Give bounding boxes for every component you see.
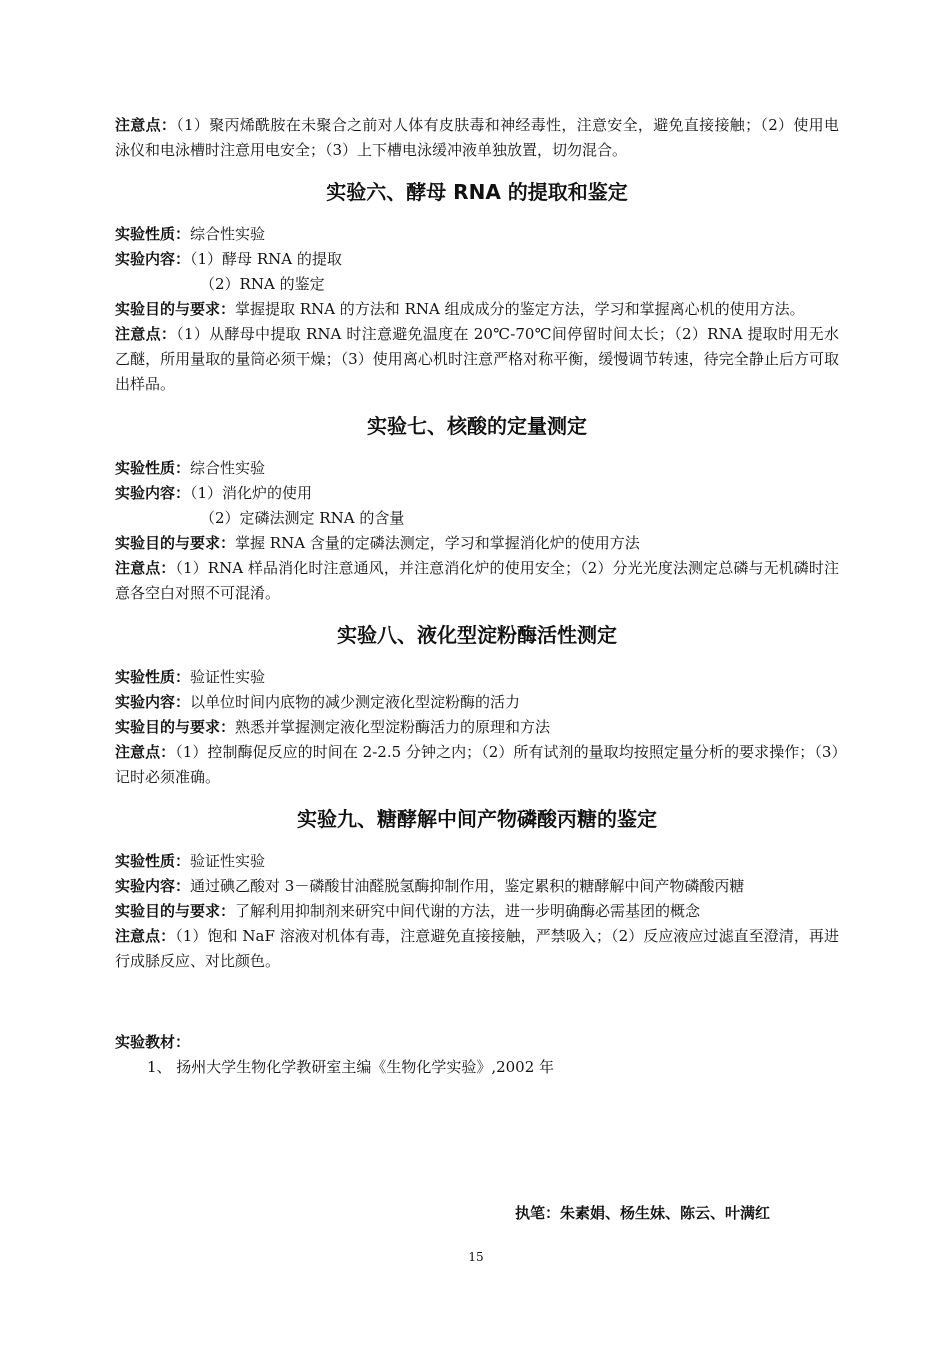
goal-label: 实验目的与要求： <box>115 534 236 552</box>
nature-value: 验证性实验 <box>190 668 266 686</box>
authors-line: 执笔：朱素娟、杨生妹、陈云、叶满红 <box>515 1204 771 1222</box>
content-label: 实验内容： <box>115 877 191 895</box>
exp7-content-item-2: （2）定磷法测定 RNA 的含量 <box>200 509 405 527</box>
goal-value: 熟悉并掌握测定液化型淀粉酶活力的原理和方法 <box>235 718 551 736</box>
exp6-nature <box>115 222 839 247</box>
exp7-content <box>115 481 839 506</box>
section-title-exp7: 实验七、核酸的定量测定 <box>367 414 587 438</box>
nature-value: 综合性实验 <box>190 225 266 243</box>
content-label: 实验内容： <box>115 250 191 268</box>
exp8-note <box>115 740 839 790</box>
nature-value: 验证性实验 <box>190 852 266 870</box>
nature-label: 实验性质： <box>115 459 191 477</box>
note-value: （1）控制酶促反应的时间在 2-2.5 分钟之内；（2）所有试剂的量取均按照定量分析的要求操作；（3）记时必须准确。 <box>115 743 839 786</box>
intro-note <box>115 113 839 163</box>
intro-note-label: 注意点： <box>115 116 177 134</box>
exp9-nature <box>115 849 839 874</box>
content-label: 实验内容： <box>115 484 191 502</box>
document-body <box>115 113 839 1080</box>
textbook-item: 1、 扬州大学生物化学教研室主编《生物化学实验》,2002 年 <box>147 1058 555 1076</box>
exp8-goal <box>115 715 839 740</box>
exp9-content <box>115 874 839 899</box>
nature-value: 综合性实验 <box>190 459 266 477</box>
content-item-1: （1）消化炉的使用 <box>190 484 313 502</box>
textbook-heading: 实验教材： <box>115 1033 191 1051</box>
exp9-note <box>115 924 839 974</box>
exp6-content <box>115 247 839 272</box>
nature-label: 实验性质： <box>115 668 191 686</box>
exp8-nature <box>115 665 839 690</box>
exp7-goal <box>115 531 839 556</box>
section-title-exp6: 实验六、酵母 RNA 的提取和鉴定 <box>326 180 628 204</box>
section-title-exp9: 实验九、糖酵解中间产物磷酸丙糖的鉴定 <box>297 807 657 831</box>
note-value: （1）饱和 NaF 溶液对机体有毒，注意避免直接接触，严禁吸入；（2）反应液应过滤直至澄清，再进行成脎反应、对比颜色。 <box>115 927 839 970</box>
exp7-note <box>115 556 839 606</box>
section-title-exp8: 实验八、液化型淀粉酶活性测定 <box>337 623 617 647</box>
note-label: 注意点： <box>115 927 176 945</box>
note-label: 注意点： <box>115 325 177 343</box>
note-label: 注意点： <box>115 559 176 577</box>
nature-label: 实验性质： <box>115 225 191 243</box>
note-value: （1）RNA 样品消化时注意通风，并注意消化炉的使用安全；（2）分光光度法测定总磷与无机磷时注意各空白对照不可混淆。 <box>115 559 839 602</box>
content-item-1: 通过碘乙酸对 3－磷酸甘油醛脱氢酶抑制作用，鉴定累积的糖酵解中间产物磷酸丙糖 <box>190 877 745 895</box>
goal-label: 实验目的与要求： <box>115 902 236 920</box>
note-label: 注意点： <box>115 743 176 761</box>
goal-value: 了解利用抑制剂来研究中间代谢的方法，进一步明确酶必需基团的概念 <box>235 902 701 920</box>
content-label: 实验内容： <box>115 693 191 711</box>
exp6-content-item-2: （2）RNA 的鉴定 <box>200 275 325 293</box>
exp7-nature <box>115 456 839 481</box>
content-item-1: （1）酵母 RNA 的提取 <box>190 250 342 268</box>
intro-note-text: （1）聚丙烯酰胺在未聚合之前对人体有皮肤毒和神经毒性，注意安全，避免直接接触；（2）使用电泳仪和电泳槽时注意用电安全；（3）上下槽电泳缓冲液单独放置，切勿混合。 <box>115 116 839 159</box>
page-number: 15 <box>468 1250 484 1264</box>
content-item-1: 以单位时间内底物的减少测定液化型淀粉酶的活力 <box>190 693 521 711</box>
goal-label: 实验目的与要求： <box>115 718 236 736</box>
goal-value: 掌握 RNA 含量的定磷法测定，学习和掌握消化炉的使用方法 <box>235 534 640 552</box>
exp9-goal <box>115 899 839 924</box>
exp6-note <box>115 322 839 397</box>
note-value: （1）从酵母中提取 RNA 时注意避免温度在 20℃-70℃间停留时间太长；（2）RNA 提取时用无水乙醚，所用量取的量筒必须干燥；（3）使用离心机时注意严格对称平衡，缓慢调节转速，待完全静止后方可取出样品。 <box>115 325 839 393</box>
goal-label: 实验目的与要求： <box>115 300 236 318</box>
nature-label: 实验性质： <box>115 852 191 870</box>
goal-value: 掌握提取 RNA 的方法和 RNA 组成成分的鉴定方法，学习和掌握离心机的使用方法。 <box>235 300 805 318</box>
exp6-goal <box>115 297 839 322</box>
exp8-content <box>115 690 839 715</box>
